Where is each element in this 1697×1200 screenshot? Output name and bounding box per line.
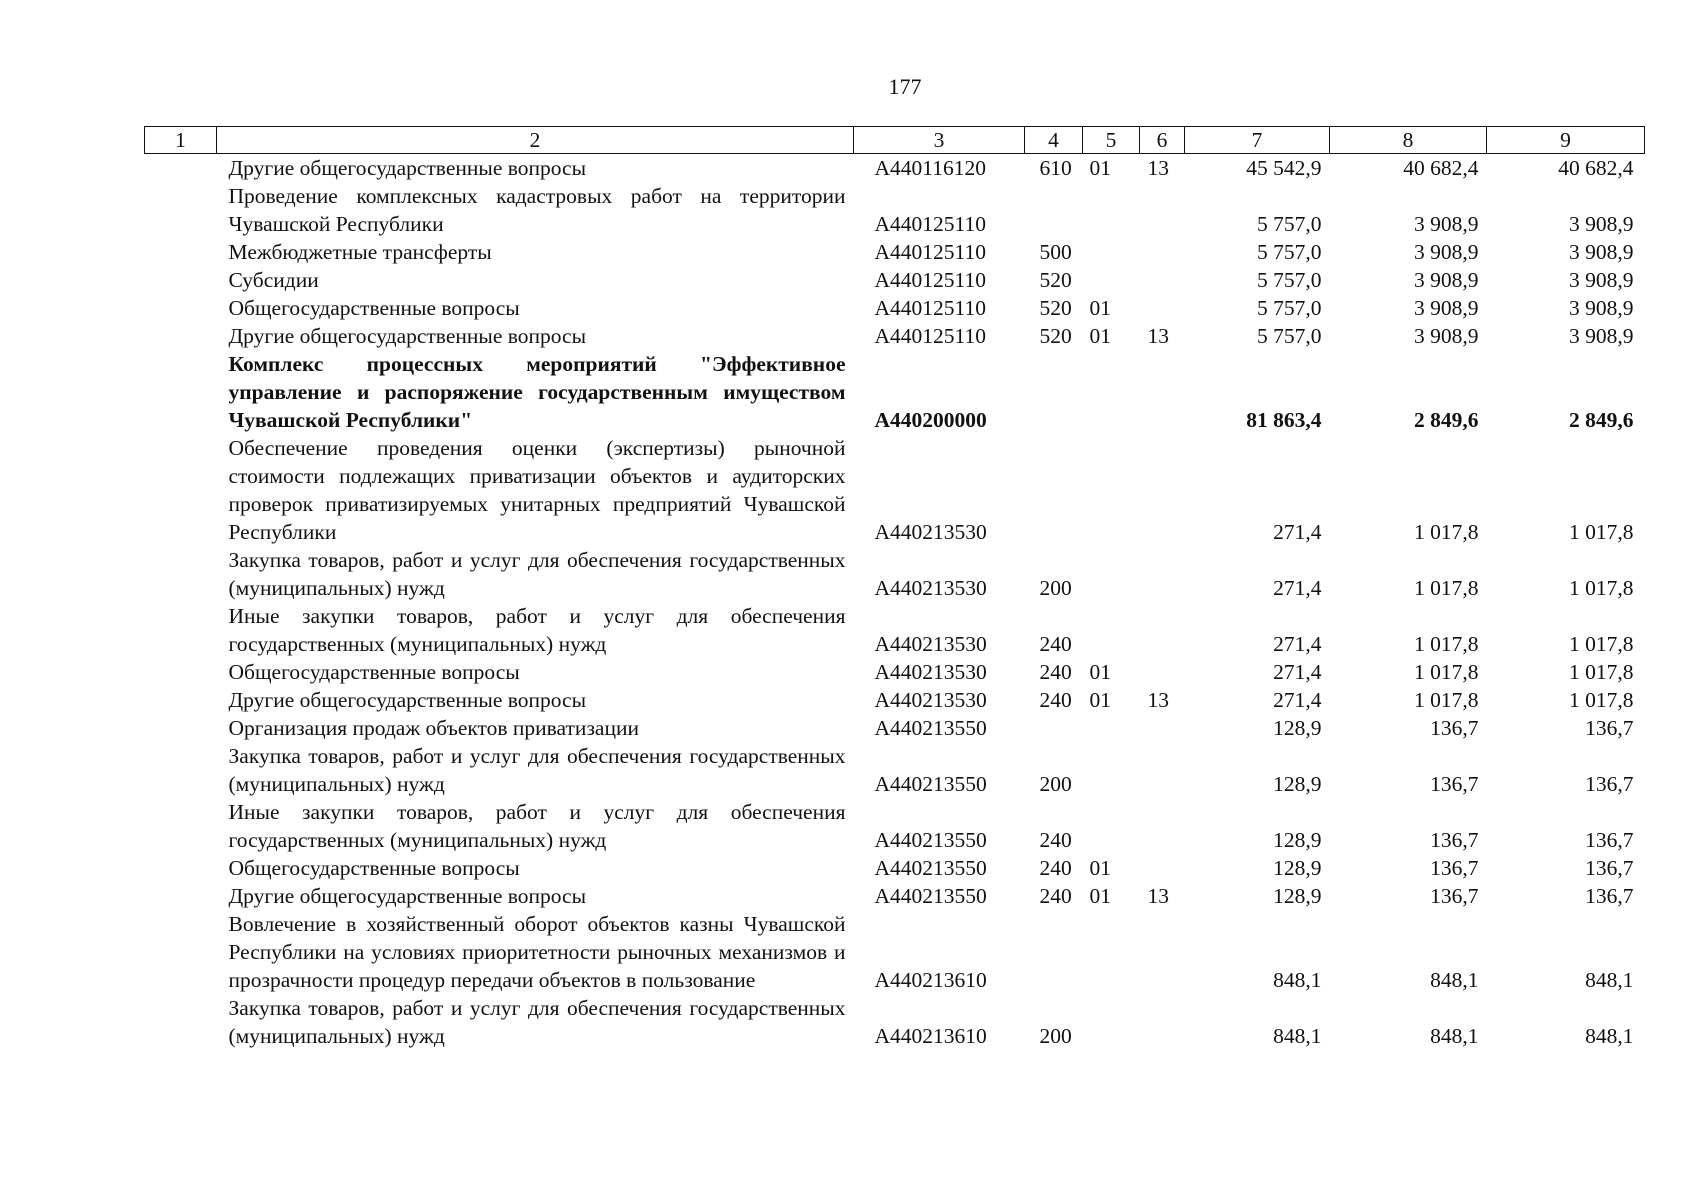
table-row	[145, 154, 1645, 183]
row-number-cell	[145, 182, 217, 238]
table-row	[145, 182, 1645, 238]
table-row	[145, 238, 1645, 266]
amount-col-9: 1 017,8	[1569, 576, 1634, 600]
subsection-code	[1140, 910, 1185, 994]
table-row	[145, 994, 1645, 1050]
amount-col-8: 848,1	[1430, 1024, 1479, 1048]
subsection-code	[1140, 294, 1185, 322]
expense-type: 520	[1039, 268, 1072, 292]
target-code: А440213610	[874, 968, 987, 992]
amount-col-7: 128,9	[1273, 856, 1322, 880]
table-row	[145, 798, 1645, 854]
amount-col-8: 848,1	[1430, 968, 1479, 992]
expense-type: 500	[1039, 240, 1072, 264]
table-row	[145, 602, 1645, 658]
amount-col-9: 136,7	[1585, 884, 1634, 908]
expense-type: 200	[1039, 1024, 1072, 1048]
expense-type	[1025, 434, 1083, 546]
expense-type: 240	[1039, 632, 1072, 656]
target-code: А440125110	[874, 268, 986, 292]
subsection-code	[1140, 238, 1185, 266]
subsection-code	[1140, 350, 1185, 434]
section-code	[1083, 798, 1140, 854]
item-name: Обеспечение проведения оценки (экспертизы) рыночной стоимости подлежащих приватизации объектов и аудиторских проверок приватизируемых унитарных предприятий Чувашской Республики	[228, 436, 846, 544]
table-row	[145, 882, 1645, 910]
target-code: А440213550	[874, 856, 987, 880]
amount-col-8: 136,7	[1430, 856, 1479, 880]
table-row	[145, 714, 1645, 742]
amount-col-8: 136,7	[1430, 716, 1479, 740]
amount-col-8: 3 908,9	[1414, 240, 1479, 264]
column-header: 6	[1140, 127, 1185, 154]
target-code: А440125110	[874, 324, 986, 348]
column-header: 5	[1083, 127, 1140, 154]
row-number-cell	[145, 266, 217, 294]
amount-col-8: 3 908,9	[1414, 296, 1479, 320]
amount-col-8: 40 682,4	[1403, 156, 1479, 180]
table-row	[145, 742, 1645, 798]
amount-col-7: 5 757,0	[1257, 296, 1322, 320]
row-number-cell	[145, 238, 217, 266]
section-code	[1083, 182, 1140, 238]
subsection-code	[1140, 994, 1185, 1050]
table-row	[145, 434, 1645, 546]
target-code: А440213530	[874, 688, 987, 712]
row-number-cell	[145, 686, 217, 714]
item-name: Субсидии	[228, 268, 319, 292]
amount-col-8: 3 908,9	[1414, 212, 1479, 236]
amount-col-7: 5 757,0	[1257, 324, 1322, 348]
amount-col-9: 136,7	[1585, 716, 1634, 740]
row-number-cell	[145, 882, 217, 910]
section-code	[1083, 238, 1140, 266]
section-code	[1083, 742, 1140, 798]
section-code	[1083, 714, 1140, 742]
amount-col-9: 848,1	[1585, 1024, 1634, 1048]
subsection-code	[1140, 602, 1185, 658]
amount-col-7: 271,4	[1273, 520, 1322, 544]
subsection-code	[1140, 434, 1185, 546]
item-name: Вовлечение в хозяйственный оборот объектов казны Чувашской Республики на условиях приоритетности рыночных механизмов и прозрачности процедур передачи объектов в пользование	[228, 912, 846, 992]
amount-col-7: 128,9	[1273, 772, 1322, 796]
amount-col-8: 1 017,8	[1414, 688, 1479, 712]
amount-col-9: 848,1	[1585, 968, 1634, 992]
expense-type: 520	[1039, 296, 1072, 320]
item-name: Комплекс процессных мероприятий "Эффективное управление и распоряжение государственным имуществом Чувашской Республики"	[228, 352, 846, 432]
subsection-code: 13	[1147, 324, 1169, 348]
target-code: А440125110	[874, 212, 986, 236]
item-name: Иные закупки товаров, работ и услуг для обеспечения государственных (муниципальных) нужд	[228, 800, 846, 852]
amount-col-7: 45 542,9	[1246, 156, 1322, 180]
amount-col-8: 136,7	[1430, 828, 1479, 852]
target-code: А440213550	[874, 884, 987, 908]
item-name: Другие общегосударственные вопросы	[228, 324, 587, 348]
amount-col-9: 1 017,8	[1569, 660, 1634, 684]
expense-type: 240	[1039, 828, 1072, 852]
subsection-code: 13	[1147, 884, 1169, 908]
item-name: Иные закупки товаров, работ и услуг для обеспечения государственных (муниципальных) нужд	[228, 604, 846, 656]
amount-col-8: 3 908,9	[1414, 324, 1479, 348]
target-code: А440213530	[874, 520, 987, 544]
subsection-code	[1140, 798, 1185, 854]
expense-type	[1025, 350, 1083, 434]
section-code: 01	[1089, 296, 1111, 320]
target-code: А440213550	[874, 828, 987, 852]
item-name: Общегосударственные вопросы	[228, 660, 520, 684]
amount-col-7: 5 757,0	[1257, 240, 1322, 264]
row-number-cell	[145, 714, 217, 742]
amount-col-7: 81 863,4	[1246, 408, 1322, 432]
subsection-code	[1140, 658, 1185, 686]
amount-col-8: 3 908,9	[1414, 268, 1479, 292]
amount-col-9: 1 017,8	[1569, 520, 1634, 544]
item-name: Закупка товаров, работ и услуг для обеспечения государственных (муниципальных) нужд	[228, 548, 846, 600]
section-code	[1083, 434, 1140, 546]
amount-col-7: 128,9	[1273, 884, 1322, 908]
row-number-cell	[145, 798, 217, 854]
table-row	[145, 322, 1645, 350]
section-code	[1083, 546, 1140, 602]
amount-col-9: 3 908,9	[1569, 296, 1634, 320]
column-header: 8	[1330, 127, 1487, 154]
column-header: 9	[1487, 127, 1645, 154]
table-row	[145, 910, 1645, 994]
amount-col-9: 3 908,9	[1569, 324, 1634, 348]
section-code	[1083, 602, 1140, 658]
item-name: Другие общегосударственные вопросы	[228, 884, 587, 908]
amount-col-9: 3 908,9	[1569, 240, 1634, 264]
amount-col-8: 136,7	[1430, 884, 1479, 908]
row-number-cell	[145, 910, 217, 994]
row-number-cell	[145, 602, 217, 658]
amount-col-9: 1 017,8	[1569, 688, 1634, 712]
item-name: Закупка товаров, работ и услуг для обеспечения государственных (муниципальных) нужд	[228, 744, 846, 796]
amount-col-8: 1 017,8	[1414, 660, 1479, 684]
expense-type: 610	[1039, 156, 1072, 180]
amount-col-7: 271,4	[1273, 660, 1322, 684]
section-code: 01	[1089, 156, 1111, 180]
item-name: Другие общегосударственные вопросы	[228, 688, 587, 712]
subsection-code	[1140, 182, 1185, 238]
column-header: 3	[854, 127, 1025, 154]
amount-col-8: 2 849,6	[1414, 408, 1479, 432]
amount-col-7: 848,1	[1273, 1024, 1322, 1048]
item-name: Закупка товаров, работ и услуг для обеспечения государственных (муниципальных) нужд	[228, 996, 846, 1048]
table-row	[145, 266, 1645, 294]
amount-col-7: 271,4	[1273, 576, 1322, 600]
column-header: 1	[145, 127, 217, 154]
table-body	[145, 154, 1645, 1051]
subsection-code	[1140, 546, 1185, 602]
item-name: Общегосударственные вопросы	[228, 856, 520, 880]
row-number-cell	[145, 350, 217, 434]
expense-type: 520	[1039, 324, 1072, 348]
subsection-code	[1140, 854, 1185, 882]
target-code: А440200000	[874, 408, 987, 432]
item-name: Другие общегосударственные вопросы	[228, 156, 587, 180]
section-code: 01	[1089, 856, 1111, 880]
budget-table	[144, 126, 1645, 1050]
table-row	[145, 350, 1645, 434]
expense-type	[1025, 910, 1083, 994]
row-number-cell	[145, 546, 217, 602]
target-code: А440213530	[874, 660, 987, 684]
section-code: 01	[1089, 324, 1111, 348]
amount-col-7: 271,4	[1273, 688, 1322, 712]
section-code: 01	[1089, 884, 1111, 908]
amount-col-7: 5 757,0	[1257, 212, 1322, 236]
section-code	[1083, 350, 1140, 434]
subsection-code	[1140, 266, 1185, 294]
amount-col-7: 271,4	[1273, 632, 1322, 656]
expense-type	[1025, 182, 1083, 238]
subsection-code: 13	[1147, 688, 1169, 712]
section-code	[1083, 910, 1140, 994]
target-code: А440213610	[874, 1024, 987, 1048]
item-name: Проведение комплексных кадастровых работ на территории Чувашской Республики	[228, 184, 846, 236]
section-code	[1083, 266, 1140, 294]
section-code: 01	[1089, 688, 1111, 712]
amount-col-8: 1 017,8	[1414, 520, 1479, 544]
amount-col-7: 128,9	[1273, 716, 1322, 740]
row-number-cell	[145, 434, 217, 546]
amount-col-9: 40 682,4	[1558, 156, 1634, 180]
row-number-cell	[145, 658, 217, 686]
table-row	[145, 686, 1645, 714]
expense-type: 200	[1039, 772, 1072, 796]
expense-type: 240	[1039, 660, 1072, 684]
row-number-cell	[145, 154, 217, 183]
amount-col-7: 128,9	[1273, 828, 1322, 852]
amount-col-8: 136,7	[1430, 772, 1479, 796]
subsection-code	[1140, 742, 1185, 798]
column-header: 2	[217, 127, 854, 154]
row-number-cell	[145, 294, 217, 322]
expense-type: 240	[1039, 688, 1072, 712]
table-header-row	[145, 127, 1645, 154]
amount-col-9: 136,7	[1585, 856, 1634, 880]
expense-type: 240	[1039, 856, 1072, 880]
target-code: А440213530	[874, 576, 987, 600]
amount-col-9: 2 849,6	[1569, 408, 1634, 432]
target-code: А440125110	[874, 240, 986, 264]
subsection-code: 13	[1147, 156, 1169, 180]
target-code: А440116120	[874, 156, 986, 180]
page-number: 177	[888, 74, 922, 99]
target-code: А440213550	[874, 772, 987, 796]
expense-type: 200	[1039, 576, 1072, 600]
table-row	[145, 658, 1645, 686]
subsection-code	[1140, 714, 1185, 742]
section-code	[1083, 994, 1140, 1050]
table-row	[145, 546, 1645, 602]
target-code: А440213550	[874, 716, 987, 740]
column-header: 7	[1185, 127, 1330, 154]
table-row	[145, 294, 1645, 322]
amount-col-9: 3 908,9	[1569, 268, 1634, 292]
item-name: Межбюджетные трансферты	[228, 240, 492, 264]
amount-col-7: 5 757,0	[1257, 268, 1322, 292]
amount-col-8: 1 017,8	[1414, 632, 1479, 656]
expense-type	[1025, 714, 1083, 742]
section-code: 01	[1089, 660, 1111, 684]
amount-col-9: 136,7	[1585, 828, 1634, 852]
item-name: Общегосударственные вопросы	[228, 296, 520, 320]
amount-col-9: 136,7	[1585, 772, 1634, 796]
amount-col-8: 1 017,8	[1414, 576, 1479, 600]
amount-col-7: 848,1	[1273, 968, 1322, 992]
expense-type: 240	[1039, 884, 1072, 908]
row-number-cell	[145, 742, 217, 798]
row-number-cell	[145, 854, 217, 882]
target-code: А440213530	[874, 632, 987, 656]
amount-col-9: 3 908,9	[1569, 212, 1634, 236]
table-row	[145, 854, 1645, 882]
row-number-cell	[145, 322, 217, 350]
amount-col-9: 1 017,8	[1569, 632, 1634, 656]
column-header: 4	[1025, 127, 1083, 154]
row-number-cell	[145, 994, 217, 1050]
target-code: А440125110	[874, 296, 986, 320]
item-name: Организация продаж объектов приватизации	[228, 716, 639, 740]
